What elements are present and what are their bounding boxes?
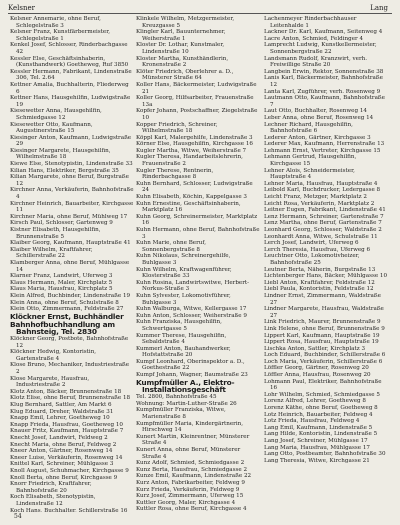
directory-entry: Kettner Amalia, Buchhalterin, Fliederweg 6 — [10, 81, 129, 95]
directory-entry: Klöter Friedrich, Oberlehrer a. D., Münsterer Straße 64 — [136, 68, 234, 82]
directory-entry: Link Helene, ohne Beruf, Brunnenstraße 9 — [264, 325, 385, 332]
directory-entry: Lang Maria, Hausfrau, Mühlgasse 17 — [264, 444, 370, 451]
directory-entry: Lorenz Alfred, Lehrer, Goetheweg 8 — [264, 398, 366, 405]
directory-entry: Kopfer Johann, Postschaffner, Ziegelstraße 10 — [136, 108, 258, 121]
directory-entry: Lang Otto, Postbeamter, Bahnhofstraße 30 — [264, 451, 386, 458]
directory-entry: Kessler Else, Geschäftsinhaberin, (Kunsthandwerk) Goetheweg, Ruf 3850 — [10, 55, 129, 69]
directory-entry: Lacre Anton, Schmied, Feldinger 4 — [264, 35, 364, 42]
directory-entry: Leutner Berta, Näherin, Burgstraße 13 — [264, 266, 376, 273]
directory-entry: Klose Bruno, Mechaniker, Industriestraße 2 — [10, 362, 130, 376]
directory-entry: Loch Maria, Verkäuferin, Schillerstraße 6 — [264, 358, 383, 365]
directory-entry: Kurz Josef, Zimmermann, Uferweg 15 — [136, 493, 244, 500]
directory-entry: Lang Hilde, Kontoristin, Lindenstraße 5 — [264, 431, 378, 438]
directory-entry: Loch Eduard, Buchbinder, Schillerstraße 6 — [264, 352, 386, 359]
directory-entry: Liebl Anton, Kraftfahrer, Feldstraße 12 — [264, 279, 375, 286]
directory-entry: Kiewe Else, Stenotypistin, Lindenstraße 33 — [10, 161, 133, 168]
directory-entry: Köppl Karl, Malergehilfe, Lindenstraße 3 — [136, 134, 253, 141]
header-left-keyword: Kelsner — [8, 4, 36, 12]
directory-entry: Kumpf Leonhard, Oberinspektor a. D., Goethestraße 22 — [136, 358, 245, 372]
directory-column-2 — [136, 16, 260, 512]
directory-entry: Leuchtner Otto, Lokomotivheizer, Bahnhofstraße 25 — [264, 253, 360, 266]
directory-entry: Koch Hans, Buchhalter, Schillerstraße 16 — [10, 507, 128, 512]
directory-entry: Kuhn Hermann, ohne Beruf, Bahnhofstraße 3 — [136, 227, 260, 240]
directory-entry: Kuhn Anton, Schlosser, Weiherstraße 9 — [136, 312, 247, 319]
directory-entry: Lechner Richard, Hausgehilfin, Bahnhofstraße 6 — [264, 121, 353, 135]
directory-entry: Kuhn Ernestine, Geschäftsinhaberin, Marktplatz 16 — [136, 200, 241, 214]
directory-entry: Landsmann Rudolf, Kranzwirt, verh. Freiwillige Straße 20 — [264, 55, 368, 69]
directory-entry: Klotz Elise, ohne Beruf, Brunnenstraße 18 — [10, 395, 131, 402]
directory-entry: Lederer Anton, Gärtner, Kirchgasse 3 — [264, 134, 371, 141]
directory-entry: Knauer Fritz, Kaufmann, Hauptstraße 7 — [10, 428, 124, 435]
directory-entry: Lotz Frieda, Hausfrau, Feldweg 4 — [264, 418, 360, 425]
directory-entry: Lerch Josef, Landwirt, Uferweg 6 — [264, 240, 359, 247]
directory-entry: Klug Bernhard, Sattler, Am Markt 6 — [10, 402, 112, 409]
directory-entry: Koch Elisabeth, Stenotypistin, Lindenstraße 12 — [10, 494, 96, 507]
directory-entry: Klamberger Anna, ohne Beruf, Mühlgasse 14 — [10, 259, 130, 273]
advertisement-entry: Klöckner Ernst, Buchhändler — [10, 311, 124, 321]
directory-entry: Leber Anna, ohne Beruf, Rosenweg 14 — [264, 114, 374, 121]
directory-entry: Kilian Margarete, ohne Beruf, Burgstraße 12 — [10, 174, 129, 187]
directory-entry: Knorr Friedrich, Kraftfahrer, Bahnhofstraße 20 — [10, 481, 92, 494]
directory-entry: Klein Otto, Zimmermann, Feldstraße 27 — [10, 306, 124, 313]
directory-entry: Lindner Margarete, Hausfrau, Waldstraße 27 — [264, 306, 384, 319]
directory-entry: Kuhn Walburga, Witwe, Kellergasse 17 — [136, 306, 247, 313]
directory-entry: Kloster Martha, Kunsthändlerin, Kronenstraße 2 — [136, 55, 229, 69]
directory-entry: Lederer Max, Kaufmann, Herrenstraße 13 — [264, 141, 385, 148]
directory-entry: Koller Hans, Bäckermeister, Ludwigstraße 21 — [136, 81, 257, 95]
directory-entry: Leibold Karl, Buchdrucker, Ledergasse 8 — [264, 187, 381, 194]
directory-entry: Kunze Emil, Kaufmann, Lindenstraße 22 — [136, 473, 252, 480]
directory-entry: Langbein Erwin, Rektor, Sonnenstraße 38 — [264, 68, 384, 75]
directory-entry: Klose Margarete, Hausfrau, Industriestraße 2 — [10, 375, 90, 389]
directory-entry: Klaus Hermann, Maler, Kirchplatz 5 — [10, 279, 113, 286]
page-header — [8, 3, 392, 13]
directory-entry: Laut Otto, Buchhalter, Rosenweg 14 — [264, 108, 367, 115]
directory-entry: Lautmann Otto, Kaufmann, Bahnhofstraße 7 — [264, 95, 385, 108]
directory-entry: Lanis Karl, Bäckermeister, Bahnhofstraße 12 — [264, 75, 383, 88]
directory-entry: Kunert Anna, ohne Beruf, Münsterer Straße 4 — [136, 447, 241, 460]
directory-entry: Löffler Georg, Gärtner, Rosenweg 20 — [264, 365, 369, 372]
directory-entry: Lang Theresia, Witwe, Kirchgasse 21 — [264, 457, 370, 464]
directory-entry: Lehner Maria, Hausfrau, Hauptstraße 4 — [264, 180, 378, 187]
directory-entry: Knoll Berta, ohne Beruf, Kirchgasse 9 — [10, 474, 118, 481]
directory-entry: Lippert Karl, Kaufmann, Hauptstraße 19 — [264, 332, 380, 339]
directory-entry: Kopper Friedrich, Schreiner, Wilhelmstraße 18 — [136, 121, 218, 135]
directory-entry: Kneer Luise, Verkäuferin, Rosenweg 14 — [10, 454, 123, 461]
directory-entry: Koller Georg, Hilfsarbeiter, Frauenstraße 13a — [136, 95, 254, 108]
directory-entry: Kirchner Heinrich, Bauarbeiter, Kirchgasse 11 — [10, 200, 134, 214]
directory-entry: Klöckner Hedwig, Kontoristin, Gartenstraße 4 — [10, 349, 97, 362]
directory-entry: Knecht Josef, Landwirt, Feldweg 2 — [10, 435, 108, 442]
directory-entry: Kunert Martin, Kleinrentner, Münsterer Straße 4 — [136, 433, 250, 447]
directory-entry: Leonhard Georg, Schlosser, Waldstraße 2 — [264, 227, 382, 233]
directory-entry: Lenz Hermann, Schreiner, Gartenstraße 7 — [264, 213, 384, 220]
directory-entry: Kirchner Anna, Verkäuferin, Bahnhofstraße 4 — [10, 187, 134, 201]
directory-entry: Leicht Rosa, Verkäuferin, Marktplatz 2 — [264, 200, 375, 207]
directory-entry: Leicht Franz, Metzger, Marktplatz 2 — [264, 194, 367, 201]
directory-entry: Kilian Hans, Elektriker, Bergstraße 35 — [10, 167, 119, 174]
directory-entry: Lehmann Gertrud, Hausgehilfin, Kirchgasse 15 — [264, 154, 357, 168]
directory-entry: Lachenmeyer Rinderbachhauser Leitenhalde 1 — [264, 16, 357, 29]
directory-entry: Lerch Theresia, Hausfrau, Uferweg 6 — [264, 246, 371, 253]
directory-entry: Knecht Maria, ohne Beruf, Feldweg 2 — [10, 441, 117, 448]
directory-entry: Lindner Ernst, Zimmermann, Waldstraße 27 — [264, 292, 381, 306]
directory-entry: Kummerl Anton, Bauhandwerker, Hofstattstraße 20 — [136, 345, 231, 359]
directory-entry: Lischka Anton, Sattler, Kirchplatz 3 — [264, 345, 366, 352]
directory-entry: Klinkele Wilhelm, Metzgermeister, Kreuzgasse 5 — [136, 16, 235, 29]
directory-entry: Wohnung: Martin-Luther-Straße 26 — [136, 400, 237, 407]
advertisement-entry: Bahnhofbuchhandlung am Bahnsteig, Tel. 2830 — [10, 319, 115, 337]
directory-entry: Kiesewetter Anna, Hausgehilfin, Schmiedgasse 12 — [10, 108, 102, 121]
directory-entry: Leonhardt Anna, Witwe, Schulstraße 11 — [264, 233, 378, 240]
directory-entry: Lorenz Käthe, ohne Beruf, Goetheweg 8 — [264, 405, 378, 412]
directory-entry: Kumpfmüller Franziska, Witwe, Marienstraße 8 — [136, 407, 226, 421]
directory-entry: Klein Anna, ohne Beruf, Schulstraße 8 — [10, 299, 119, 306]
directory-entry: Lang Josef, Schreiner, Mühlgasse 17 — [264, 438, 368, 444]
directory-entry: Link Friedrich, Maurer, Brunnenstraße 9 — [264, 319, 381, 326]
directory-entry: Klingler Karl, Bauunternehmer, Weiherstraße 1 — [136, 29, 226, 42]
directory-entry: Kuhn Franziska, Hausgehilfin, Schwertgasse 5 — [136, 319, 222, 332]
directory-entry: Kiesinger Anton, Kaufmann, Ludwigstraße 29 — [10, 134, 132, 148]
directory-entry: Kuhn Georg, Schreinermeister, Marktplatz 16 — [136, 213, 258, 227]
advertisement-entry: Kumpfmüller A., Elektro-Installationsgeschäft — [136, 377, 235, 395]
directory-entry: Lehmann Ernst, Vertreter, Kirchgasse 15 — [264, 147, 381, 154]
directory-entry: Kneer Anton, Gärtner, Rosenweg 14 — [10, 448, 113, 455]
directory-entry: Knapp Frieda, Hausfrau, Goetheweg 10 — [10, 421, 123, 428]
directory-column-3 — [264, 16, 388, 512]
header-rule — [8, 13, 392, 14]
directory-entry: Kuhn Bernhard, Schlosser, Ludwigstraße 24 — [136, 180, 253, 194]
directory-entry: Klein Alfred, Buchbinder, Lindenstraße 19 — [10, 292, 131, 299]
directory-entry: Lichtenberger Hans, Bäcker, Mühlgasse 10 — [264, 273, 388, 280]
directory-entry: Klöckner Georg, Postbote, Bahnhofstraße 12 — [10, 336, 129, 349]
directory-entry: Kuhn Nikolaus, Schreinergehilfe, Buhlgasse 3 — [136, 253, 231, 266]
directory-entry: Löffler Anna, Hausfrau, Rosenweg 20 — [264, 372, 371, 379]
directory-column-1 — [10, 16, 134, 512]
directory-entry: Körner Else, Hausgehilfin, Kirchgasse 16 — [136, 141, 253, 148]
directory-entry: Klotz Anton, Bäcker, Brunnenstraße 18 — [10, 388, 122, 395]
directory-entry: Kirchner Maria, ohne Beruf, Mühlweg 17 — [10, 213, 128, 220]
directory-entry: Liebl Paula, Kontoristin, Feldstraße 12 — [264, 286, 374, 293]
header-right-keyword: Lang — [370, 4, 388, 12]
directory-entry: Klarner Franz, Landwirt, Uferweg 3 — [10, 273, 113, 280]
directory-entry: Kugler Martha, Witwe, Weiherstraße 7 — [136, 147, 247, 154]
directory-entry: Kelsner Annemarie, ohne Beruf, Schlegelstraße 3 — [10, 16, 101, 29]
directory-entry: Kuttler Georg, Maler, Kirchgasse 4 — [136, 499, 236, 506]
directory-entry: Lang Emil, Kaufmann, Lindenstraße 5 — [264, 424, 373, 431]
directory-entry: Kuhn Wilhelm, Kraftwagenführer, Klosterstraße 33 — [136, 266, 232, 280]
directory-entry: Knapp Emil, Lehrer, Goetheweg 10 — [10, 415, 110, 422]
directory-entry: Klaiber Georg, Kaufmann, Hauptstraße 41 — [10, 240, 131, 247]
directory-entry: Kenkel Josef, Schlosser, Rinderbachgasse 42 — [10, 42, 128, 55]
directory-entry: Kessler Hermann, Fabrikant, Lindenstraße 306, Tel. 2.64 — [10, 68, 132, 82]
directory-entry: Kiesinger Margarete, Hausgehilfin, Wilhelmstraße 18 — [10, 147, 111, 161]
directory-entry: Kuhn Sylvester, Lokomotivführer, Buhlgasse 3 — [136, 292, 231, 306]
directory-entry: Leitner Eugen, Fabrikant, Lindenstraße 41 — [264, 207, 386, 214]
directory-entry: Kuhn Marie, ohne Beruf, Sonnenbergstraße 8 — [136, 240, 207, 253]
directory-entry: Lanta Karl, Zugführer, verh. Rosenweg 9 — [264, 88, 381, 95]
directory-entry: Kettner Hans, Hausgehilfin, Ludwigstraße 19 — [10, 95, 131, 108]
directory-entry: Kuhn Rosina, Landwirtswitwe, Herbert-Norkus-Straße 3 — [136, 279, 250, 293]
directory-entry: Lippert Rosa, Hausfrau, Hauptstraße 19 — [264, 339, 379, 346]
directory-entry: Kirsch Paul, Schlosser, Gartenweg 9 — [10, 220, 113, 227]
directory-entry: Kuhn Elisabeth, Köchin, Kappelgasse 3 — [136, 194, 247, 201]
directory-entry: Knittel Karl, Schreiner, Mühlgasse 3 — [10, 461, 114, 468]
directory-entry: Knoll August, Schuhmacher, Kirchgasse 9 — [10, 467, 129, 474]
directory-entry: Klaiber Wilhelm, Kraftfahrer, Schillerstraße 22 — [10, 246, 93, 260]
directory-entry: Kloster Dr. Lothar, Kunstmaler, Lindenstraße 10 — [136, 42, 225, 55]
directory-entry: Lotz Heinrich, Bauarbeiter, Feldweg 4 — [264, 411, 373, 418]
directory-entry: Klaus Maria, Hausfrau, Kirchplatz 5 — [10, 286, 113, 293]
directory-entry: Kumpfmüller Maria, Kindergärtnerin, Hirschweg 14 — [136, 420, 244, 434]
directory-entry: Lackner Dr. Karl, Kaufmann, Seitenweg 4 — [264, 29, 383, 36]
page-number: 54 — [14, 513, 22, 520]
directory-entry: Kurz Anton, Fabrikarbeiter, Feldweg 9 — [136, 479, 245, 486]
directory-entry: Kurz Frieda, Verkäuferin, Feldweg 9 — [136, 486, 240, 493]
directory-entry: Lohmann Paul, Elektriker, Bahnhofstraße 16 — [264, 378, 382, 392]
directory-entry: Kelsner Franz, Kunstfärbermeister, Schlegelstraße 1 — [10, 29, 111, 42]
directory-entry: Lamprecht Ludwig, Kunstkellermeister, Sonnenbergstraße 22 — [264, 42, 377, 55]
directory-entry: Kugler Theresa, Handarbeitslehrerin, Frauenstraße 2 — [136, 154, 243, 168]
directory-entry: Kunz Berta, Hausfrau, Schmiedgasse 2 — [136, 466, 248, 473]
directory-entry: Tel. 2800, Bahnhofstraße 45 — [136, 394, 217, 401]
directory-entry: Lohr Wilhelm, Schmied, Schmiedgasse 5 — [264, 391, 380, 398]
directory-entry: Kumpf Johann, Wagner, Baumstraße 23 — [136, 372, 248, 379]
directory-entry: Klug Eduard, Dreher, Waldstraße 31 — [10, 408, 114, 415]
directory-entry: Lehner Alois, Schneidermeister, Hauptstraße 4 — [264, 167, 355, 181]
directory-entry: Kummer Therese, Hausgehilfin, Sebaldstraße 4 — [136, 332, 227, 346]
directory-entry: Kistner Elisabeth, Hausgehilfin, Brunnenstraße 5 — [10, 227, 101, 240]
directory-entry: Lenz Martha, ohne Beruf, Gartenstraße 7 — [264, 220, 382, 227]
directory-entry: Kiesewetter Otto, Kaufmann, Augustinerstraße 15 — [10, 121, 93, 135]
directory-entry: Kunz Adolf, Schmied, Schmiedgasse 2 — [136, 460, 245, 467]
directory-entry: Kuttler Rosa, ohne Beruf, Kirchgasse 4 — [136, 506, 247, 512]
directory-entry: Kugler Therese, Rentnerin, Rinderbachgasse 8 — [136, 167, 214, 181]
